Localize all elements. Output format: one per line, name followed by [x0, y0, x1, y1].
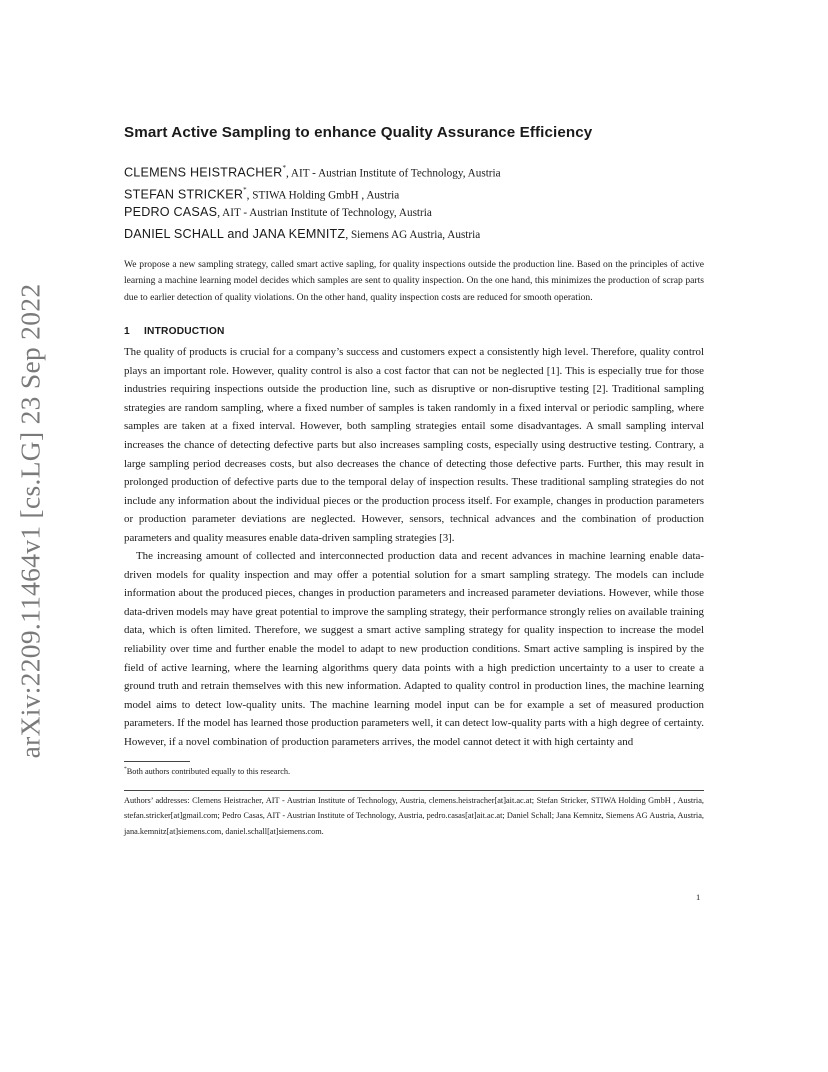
arxiv-identifier: arXiv:2209.11464v1 [cs.LG] 23 Sep 2022 — [14, 283, 46, 759]
paper-title: Smart Active Sampling to enhance Quality Assurance Efficiency — [124, 124, 593, 141]
author-affiliation: , Siemens AG Austria, Austria — [345, 229, 481, 241]
author-line — [124, 201, 704, 223]
body-paragraph: The increasing amount of collected and interconnected production data and recent advances in machine learning enable data-driven models for quality inspection and may offer a potential solution for a smart sampling strategy. The models can include information about the produced pieces, changes in production parameters and increased parameter deviations. However, while those data-driven models may have great potential to improve the sampling strategy, their performance strongly relies on available training data, which is often limited. Therefore, we suggest a smart active sampling strategy for quality inspection to increase the model reliability over time and further enable the model to adapt to new production conditions. Smart active sampling is inspired by the field of active learning, where the learning algorithms query data points with a high prediction uncertainty to a user to create a ground truth and retrain themselves with this new information. Adapted to quality control in production lines, the machine learning model aims to detect low-quality units. The machine learning model input can be for example a set of measured production parameters. If the model has learned those production parameters well, it can detect low-quality parts with a high degree of certainty. However, if a novel combination of production parameters arrives, the model cannot detect it with high certainty and — [124, 550, 704, 748]
equal-contribution-mark: * — [282, 164, 286, 172]
author-name: STEFAN STRICKER — [124, 187, 244, 202]
author-name: PEDRO CASAS — [124, 205, 218, 219]
author-line — [124, 223, 704, 245]
footnote-text: Both authors contributed equally to this research. — [126, 767, 291, 777]
section-title: INTRODUCTION — [144, 326, 225, 338]
author-affiliation: , STIWA Holding GmbH , Austria — [246, 189, 400, 202]
page-content — [124, 124, 704, 839]
section-heading — [124, 326, 704, 337]
abstract: We propose a new sampling strategy, called smart active sapling, for quality inspections outside the production line. Based on the principles of active learning a machine learning model decides which samples are sent to quality inspection. On the one hand, this minimizes the production of scrap parts due to earlier detection of quality violations. On the other hand, quality inspection costs are reduced for smooth operation. — [124, 259, 704, 303]
footnote-divider — [124, 761, 190, 762]
page-number: 1 — [696, 892, 701, 902]
author-addresses: Authors’ addresses: Clemens Heistracher, AIT - Austrian Institute of Technology, Austria, clemens.heistracher[at]ait.ac.at; Stefan Stricker, STIWA Holding GmbH , Austria, stefan.stricker[at]gmail.com; Pedro Casas, AIT - Austrian Institute of Technology, Austria, pedro.casas[at]ait.ac.at; Daniel Schall; Jana Kemnitz, Siemens AG Austria, Austria, jana.kemnitz[at]siemens.com, daniel.schall[at]siemens.com. — [124, 796, 704, 836]
author-line — [124, 157, 704, 179]
author-affiliation: , AIT - Austrian Institute of Technology, Austria — [285, 167, 501, 180]
author-affiliation: , AIT - Austrian Institute of Technology, Austria — [217, 207, 432, 219]
arxiv-side-stamp — [2, 283, 58, 759]
footnote — [124, 766, 704, 776]
addresses-divider — [124, 790, 704, 791]
author-list — [124, 157, 704, 245]
footnote-mark: * — [124, 766, 127, 773]
author-line — [124, 179, 704, 201]
equal-contribution-mark: * — [243, 186, 247, 194]
author-name: DANIEL SCHALL and JANA KEMNITZ — [124, 227, 346, 241]
section-number: 1 — [124, 326, 130, 338]
author-name: CLEMENS HEISTRACHER — [124, 165, 283, 180]
body-paragraph: The quality of products is crucial for a company’s success and customers expect a consistently high level. Therefore, quality control plays an important role. However, quality control is also a cost factor that can not be neglected [1]. This is especially true for those industries requiring inspections outside the production line, such as disruptive or non-disruptive testing [2]. Traditional sampling strategies are random sampling, where a fixed number of samples is taken randomly in a fixed interval or periodic sampling, where samples are taken at a fixed interval. However, both sampling strategies entail some disadvantages. A small sampling interval increases the chance of detecting defective parts but also increases sampling costs, especially using destructive testing. Contrary, a large sampling period decreases costs, but also decreases the chance of detecting those defective parts. Further, this may result in prolonged production of defective parts due to the temporal delay of inspection results. These traditional sampling strategies do not include any information about the individual pieces or the production process itself. For example, changes in production parameters or production parameter deviations are neglected. However, sensors, technical advances and the combination of production parameters and quality measures enable data-driven sampling strategies [3]. — [124, 346, 704, 544]
